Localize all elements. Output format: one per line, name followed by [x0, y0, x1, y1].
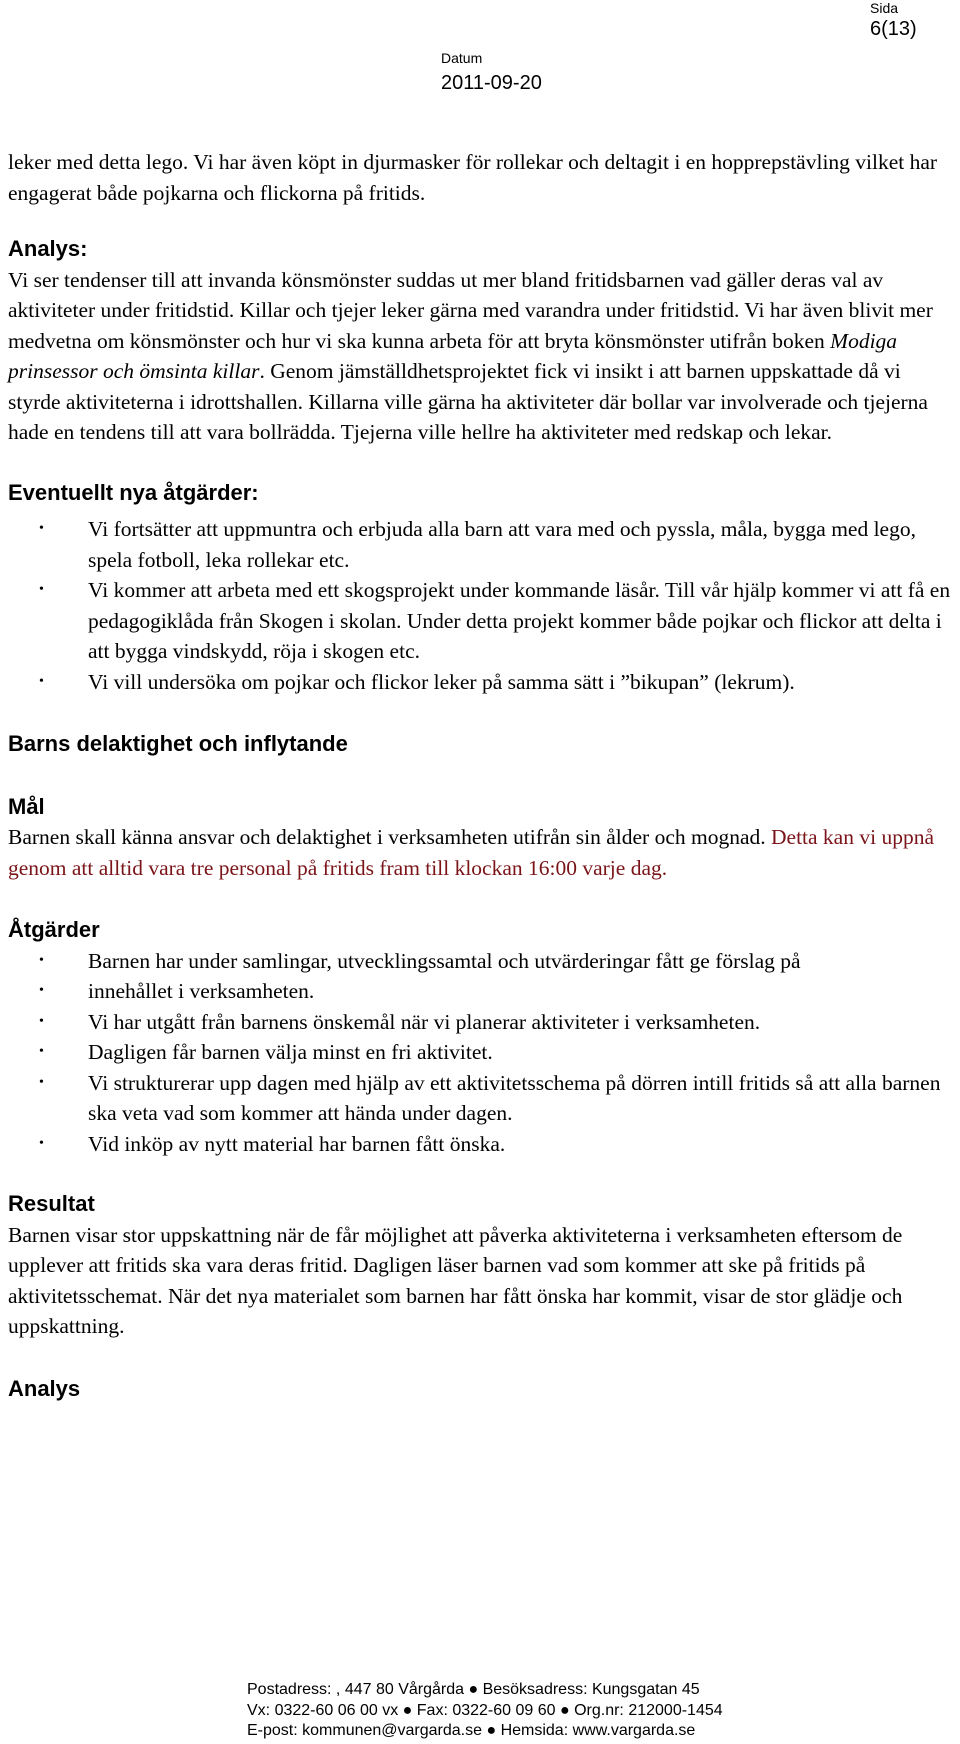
footer-address: Postadress: , 447 80 Vårgårda ● Besöksadress: Kungsgatan 45: [247, 1681, 700, 1698]
mal-paragraph: [8, 822, 958, 883]
document-body: [8, 147, 958, 1404]
footer: [247, 1680, 723, 1742]
list-item: • Vi strukturerar upp dagen med hjälp av ett aktivitetsschema på dörren intill fritids så att alla barnen ska veta vad som kommer att hända under dagen.: [8, 1068, 958, 1129]
mal-text-highlight: Detta kan vi uppnå genom att alltid vara tre personal på fritids fram till klockan 16:00 varje dag.: [8, 825, 934, 880]
analys-text-2: . Genom jämställdhetsprojektet fick vi insikt i att barnen uppskattade då vi styrde aktiviteterna i idrottshallen. Killarna ville gärna ha aktiviteter där bollar var involverade och tjejerna hade en tendens till att vara bollrädda. Tjejerna ville hellre ha aktiviteter med redskap och lekar.: [8, 359, 928, 444]
page-number: 6(13): [870, 18, 917, 40]
section-heading: Barns delaktighet och inflytande: [8, 731, 348, 756]
list-item: • Barnen har under samlingar, utvecklingssamtal och utvärderingar fått ge förslag på: [8, 946, 958, 977]
intro-paragraph: leker med detta lego. Vi har även köpt in djurmasker för rollekar och deltagit i en hopprepstävling vilket har engagerat både pojkarna och flickorna på fritids.: [8, 150, 938, 205]
nya-atgarder-list: [8, 514, 958, 697]
list-item: • Vi fortsätter att uppmuntra och erbjuda alla barn att vara med och pyssla, måla, bygga med lego, spela fotboll, leka rollekar etc.: [8, 514, 958, 575]
atgarder-heading: Åtgärder: [8, 917, 100, 942]
nya-atgarder-heading: Eventuellt nya åtgärder:: [8, 479, 259, 505]
date-value: 2011-09-20: [441, 72, 542, 94]
mal-heading: Mål: [8, 793, 45, 819]
date-label: Datum: [441, 50, 483, 66]
list-item: • Vi vill undersöka om pojkar och flickor leker på samma sätt i ”bikupan” (lekrum).: [8, 667, 958, 698]
footer-phone: Vx: 0322-60 06 00 vx ● Fax: 0322-60 09 60 ● Org.nr: 212000-1454: [247, 1701, 723, 1719]
list-item: • Dagligen får barnen välja minst en fri aktivitet.: [8, 1037, 958, 1068]
list-item: • Vi kommer att arbeta med ett skogsprojekt under kommande läsår. Till vår hjälp kommer vi att få en pedagogiklåda från Skogen i skolan. Under detta projekt kommer både pojkar och flickor att delta i att bygga vindskydd, röja i skogen etc.: [8, 575, 958, 667]
resultat-heading: Resultat: [8, 1191, 95, 1216]
resultat-paragraph: Barnen visar stor uppskattning när de får möjlighet att påverka aktiviteterna i verksamheten eftersom de upplever att fritids ska vara deras fritid. Dagligen läser barnen vad som kommer att ske på fritids på aktivitetsschemat. När det nya materialet som barnen har fått önska har kommit, visar de stor glädje och uppskattning.: [8, 1222, 903, 1338]
atgarder-list: [8, 946, 958, 1160]
list-item: • innehållet i verksamheten.: [8, 976, 958, 1007]
mal-text: Barnen skall känna ansvar och delaktighet i verksamheten utifrån sin ålder och mognad.: [8, 825, 766, 849]
analys-heading: Analys:: [8, 236, 88, 261]
analys2-heading: Analys: [8, 1375, 81, 1401]
book-title: Modiga prinsessor och ömsinta killar: [8, 328, 898, 383]
analys-text-1: Vi ser tendenser till att invanda könsmönster suddas ut mer bland fritidsbarnen vad gäller deras val av aktiviteter under fritidstid. Killar och tjejer leker gärna med varandra under fritidstid. Vi har även blivit mer medvetna om könsmönster och hur vi ska kunna arbeta för att bryta könsmönster utifrån boken: [8, 267, 933, 353]
page-number-label: Sida: [870, 0, 899, 16]
analys-paragraph: [8, 265, 958, 448]
list-item: • Vi har utgått från barnens önskemål när vi planerar aktiviteter i verksamheten.: [8, 1007, 958, 1038]
list-item: • Vid inköp av nytt material har barnen fått önska.: [8, 1129, 958, 1160]
footer-contact: E-post: kommunen@vargarda.se ● Hemsida: www.vargarda.se: [247, 1722, 696, 1739]
